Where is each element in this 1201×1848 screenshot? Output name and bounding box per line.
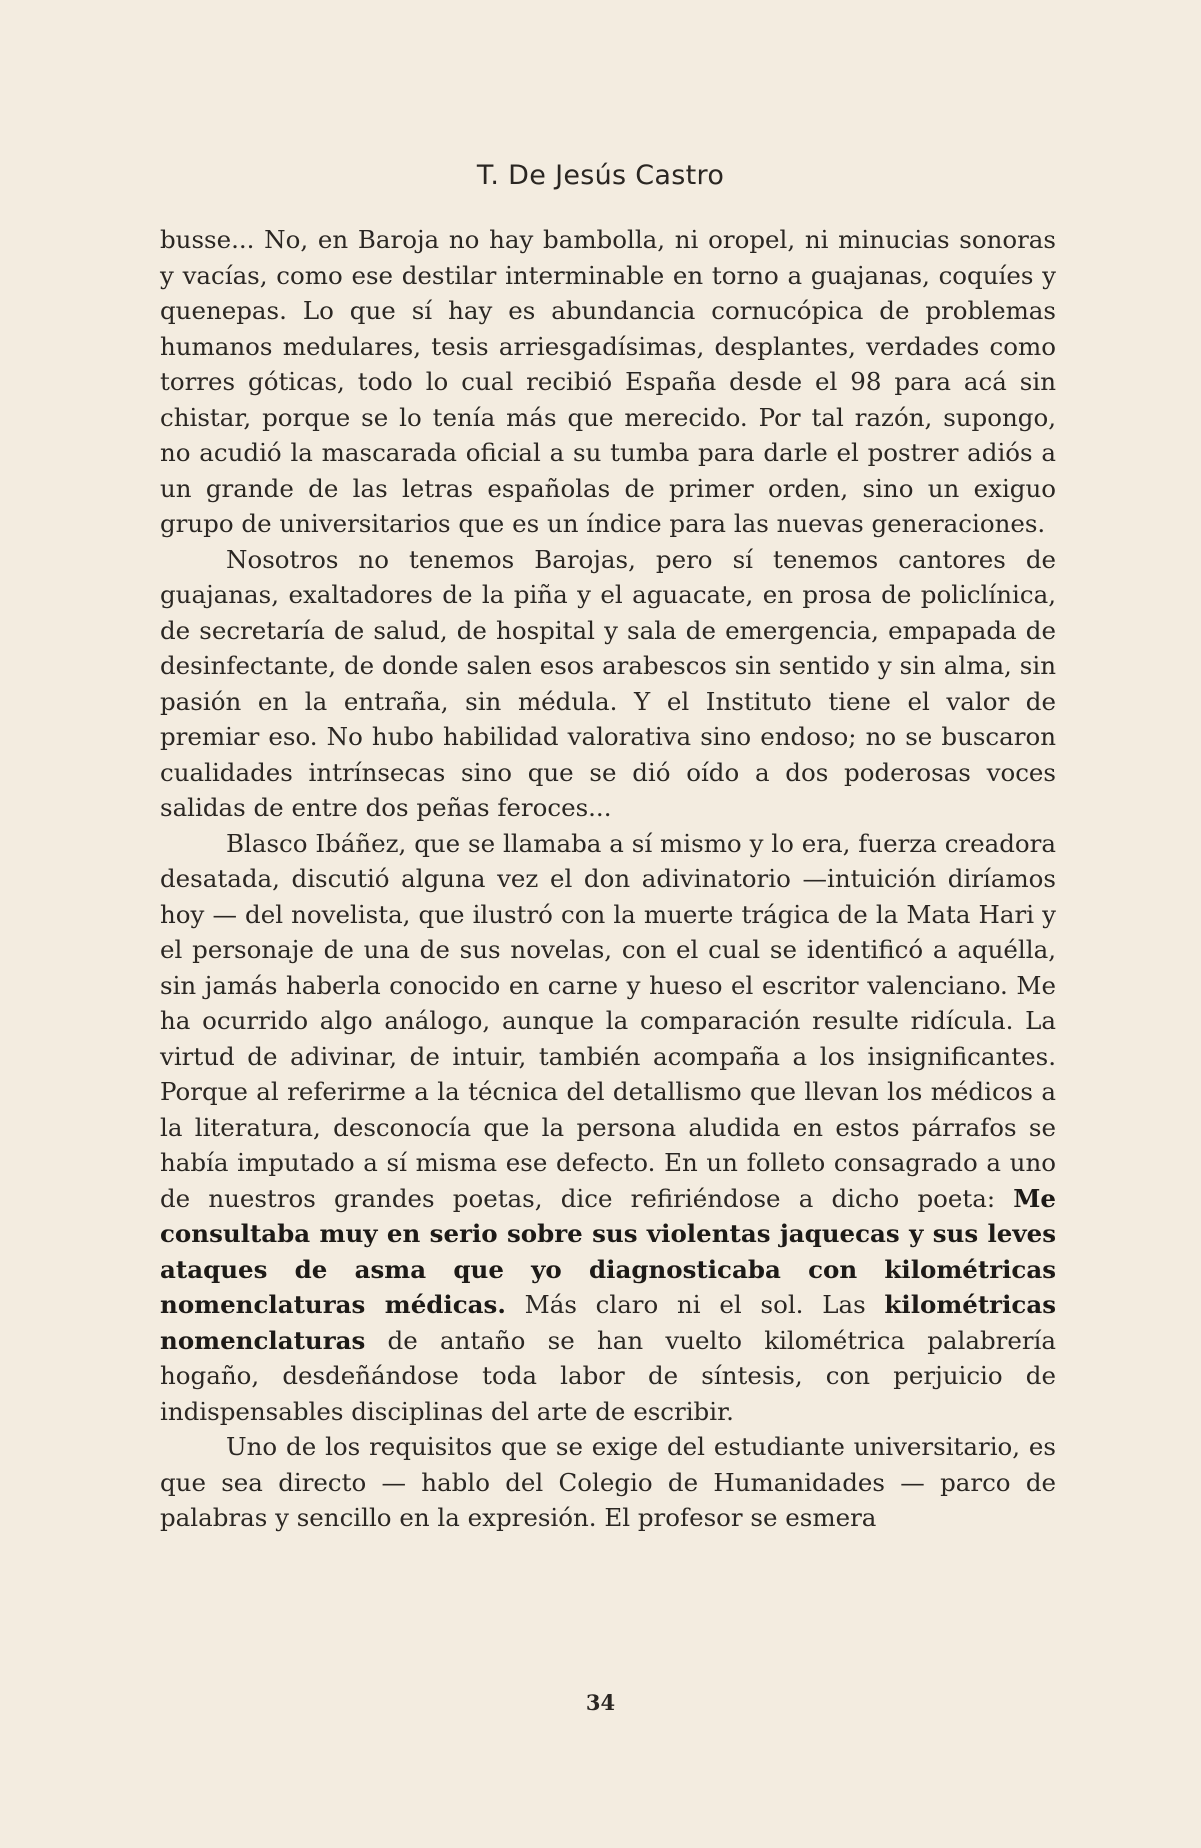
- bold-phrase: kilométricas nomenclaturas: [160, 1290, 1056, 1355]
- paragraph-4: Uno de los requisitos que se exige del estudiante universitario, es que sea directo — hablo del Colegio de Humanidades — parco de palabras y sencillo en la expresión. El profesor se esmera: [160, 1432, 1056, 1532]
- page-number: 34: [585, 1690, 616, 1715]
- paragraph-2: Nosotros no tenemos Barojas, pero sí tenemos cantores de guajanas, exaltadores de la piña y el aguacate, en prosa de policlínica, de secretaría de salud, de hospital y sala de emergencia, empapada de desinfectante, de donde salen esos arabescos sin sentido y sin alma, sin pasión en la entraña, sin médula. Y el Instituto tiene el valor de premiar eso. No hubo habilidad valorativa sino endoso; no se buscaron cualidades intrínsecas sino que se dió oído a dos poderosas voces salidas de entre dos peñas feroces...: [160, 544, 1056, 822]
- bold-quotation: Me consultaba muy en serio sobre sus violentas jaquecas y sus leves ataques de asma que yo diagnosticaba con kilométricas nomenclaturas médicas.: [160, 1183, 1056, 1319]
- paragraph-1: busse... No, en Baroja no hay bambolla, ni oropel, ni minucias sonoras y vacías, como ese destilar interminable en torno a guajanas, coquíes y quenepas. Lo que sí hay es abundancia cornucópica de problemas humanos medulares, tesis arriesgadísimas, desplantes, verdades como torres góticas, todo lo cual recibió España desde el 98 para acá sin chistar, porque se lo tenía más que merecido. Por tal razón, supongo, no acudió la mascarada oficial a su tumba para darle el postrer adiós a un grande de las letras españolas de primer orden, sino un exiguo grupo de universitarios que es un índice para las nuevas generaciones.: [160, 225, 1056, 538]
- body-text: [160, 222, 1056, 1536]
- paragraph-3: [160, 826, 1056, 1430]
- paragraph-3-text-c: de antaño se han vuelto kilométrica palabrería hogaño, desdeñándose toda labor de síntesis, con perjuicio de indispensables disciplinas del arte de escribir.: [160, 1325, 1056, 1426]
- running-title: T. De Jesús Castro: [476, 160, 725, 191]
- paragraph-3-text-a: Blasco Ibáñez, que se llamaba a sí mismo y lo era, fuerza creadora desatada, discutió alguna vez el don adivinatorio —intuición diríamos hoy — del novelista, que ilustró con la muerte trágica de la Mata Hari y el personaje de una de sus novelas, con el cual se identificó a aquélla, sin jamás haberla conocido en carne y hueso el escritor valenciano. Me ha ocurrido algo análogo, aunque la comparación resulte ridícula. La virtud de adivinar, de intuir, también acompaña a los insignificantes. Porque al referirme a la técnica del detallismo que llevan los médicos a la literatura, desconocía que la persona aludida en estos párrafos se había imputado a sí misma ese defecto. En un folleto consagrado a uno de nuestros grandes poetas, dice refiriéndose a dicho poeta:: [160, 828, 1056, 1213]
- paragraph-3-text-b: Más claro ni el sol. Las: [505, 1290, 885, 1319]
